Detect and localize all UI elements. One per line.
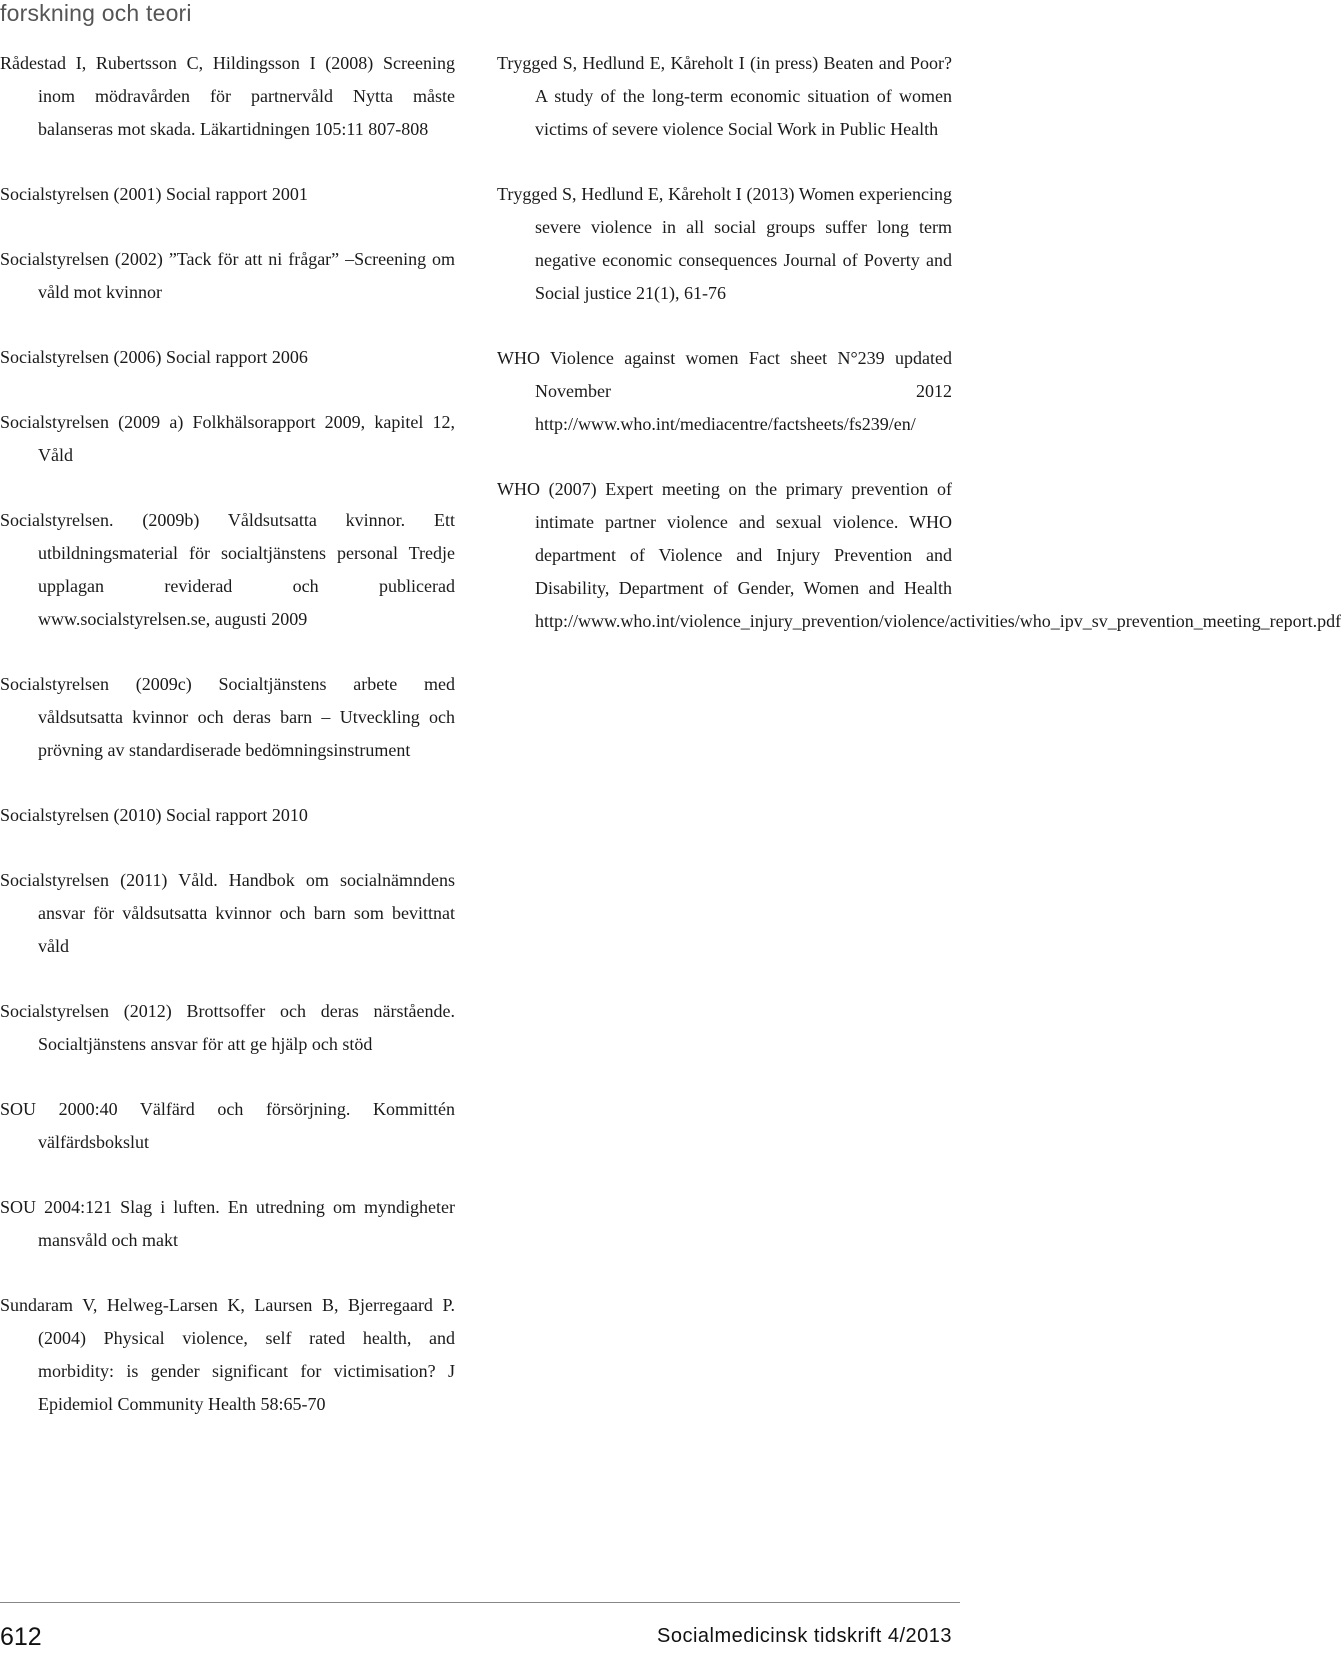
- reference-item: Rådestad I, Rubertsson C, Hildingsson I (2008) Screening inom mödravården för partnervåld Nytta måste balanseras mot skada. Läkartidningen 105:11 807-808: [0, 53, 455, 139]
- page-number: 612: [0, 1623, 42, 1651]
- reference-item: SOU 2000:40 Välfärd och försörjning. Kommittén välfärdsbokslut: [0, 1099, 455, 1152]
- reference-item: Socialstyrelsen (2009c) Socialtjänstens arbete med våldsutsatta kvinnor och deras barn – Utveckling och prövning av standardiserade bedömningsinstrument: [0, 674, 455, 760]
- reference-item: SOU 2004:121 Slag i luften. En utredning om myndigheter mansvåld och makt: [0, 1197, 455, 1250]
- reference-item: WHO (2007) Expert meeting on the primary prevention of intimate partner violence and sexual violence. WHO department of Violence and Injury Prevention and Disability, Department of Gender, Women and Health http://www.who.int/violence_injury_prevention/violence/activities/who_ipv_sv_prevention_meeting_report.pdf: [497, 479, 1341, 631]
- reference-item: Socialstyrelsen. (2009b) Våldsutsatta kvinnor. Ett utbildningsmaterial för socialtjänstens personal Tredje upplagan reviderad och publicerad www.socialstyrelsen.se, augusti 2009: [0, 510, 455, 629]
- reference-item: Socialstyrelsen (2012) Brottsoffer och deras närstående. Socialtjänstens ansvar för att ge hjälp och stöd: [0, 1001, 455, 1054]
- journal-name: Socialmedicinsk tidskrift 4/2013: [656, 1625, 952, 1647]
- reference-item: Socialstyrelsen (2001) Social rapport 2001: [0, 184, 308, 204]
- page-footer: [0, 1602, 960, 1663]
- section-label: forskning och teori: [0, 0, 192, 26]
- reference-item: Socialstyrelsen (2002) ”Tack för att ni frågar” –Screening om våld mot kvinnor: [0, 249, 455, 302]
- reference-item: Trygged S, Hedlund E, Kåreholt I (2013) Women experiencing severe violence in all social groups suffer long term negative economic consequences Journal of Poverty and Social justice 21(1), 61-76: [497, 184, 952, 303]
- reference-item: WHO Violence against women Fact sheet N°239 updated November 2012 http://www.who.int/mediacentre/factsheets/fs239/en/: [497, 348, 952, 434]
- reference-item: Trygged S, Hedlund E, Kåreholt I (in press) Beaten and Poor? A study of the long-term economic situation of women victims of severe violence Social Work in Public Health: [497, 53, 952, 139]
- reference-item: Socialstyrelsen (2009 a) Folkhälsorapport 2009, kapitel 12, Våld: [0, 412, 455, 465]
- reference-item: Socialstyrelsen (2006) Social rapport 2006: [0, 347, 308, 367]
- reference-item: Socialstyrelsen (2010) Social rapport 2010: [0, 805, 308, 825]
- reference-list-left: [0, 47, 455, 1453]
- reference-item: Socialstyrelsen (2011) Våld. Handbok om socialnämndens ansvar för våldsutsatta kvinnor och barn som bevittnat våld: [0, 870, 455, 956]
- reference-list-right: [497, 47, 1341, 670]
- reference-item: Sundaram V, Helweg-Larsen K, Laursen B, Bjerregaard P. (2004) Physical violence, self rated health, and morbidity: is gender significant for victimisation? J Epidemiol Community Health 58:65-70: [0, 1295, 455, 1414]
